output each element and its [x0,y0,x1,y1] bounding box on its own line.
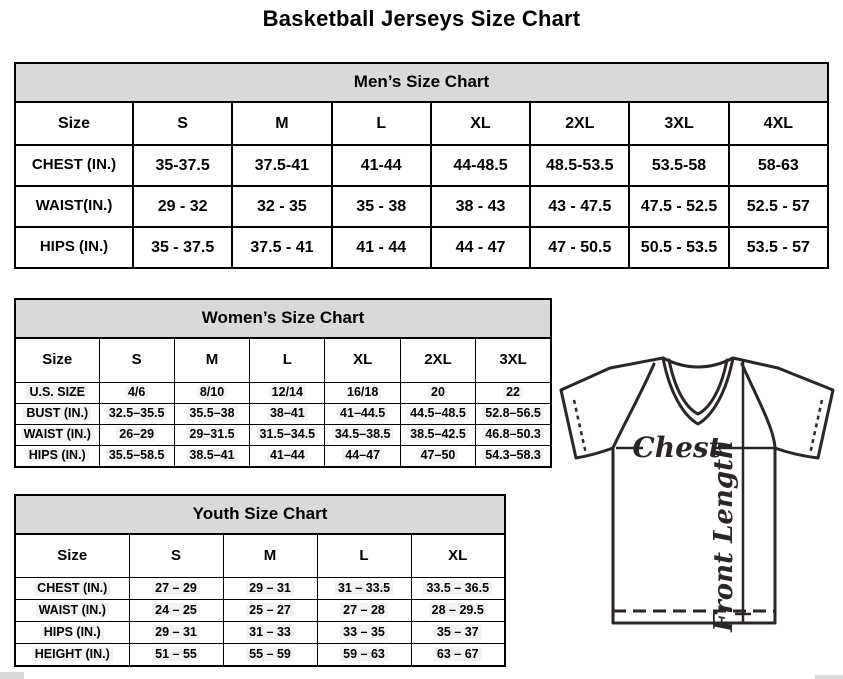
table-cell: 29 - 32 [133,186,232,227]
size-header-cell: Size [15,102,133,145]
table-cell: 16/18 [325,383,400,404]
column-header: 2XL [400,338,475,383]
table-cell: 26–29 [99,425,174,446]
collar-back-line [663,358,733,367]
table-cell: 43 - 47.5 [530,186,629,227]
womens-size-chart [14,298,552,468]
column-header: M [232,102,331,145]
table-row [15,186,828,227]
armhole-seam-right [742,364,775,448]
column-header: XL [411,534,505,578]
jersey-measurement-diagram [556,352,840,648]
row-label: WAIST (IN.) [15,425,99,446]
womens-chart-title: Women’s Size Chart [15,299,551,338]
table-row [15,338,551,383]
youth-chart-title: Youth Size Chart [15,495,505,534]
row-label: HIPS (IN.) [15,622,129,644]
table-header-bar [15,495,505,534]
table-cell: 35-37.5 [133,145,232,186]
row-label: HEIGHT (IN.) [15,644,129,667]
table-cell: 47–50 [400,446,475,468]
table-cell: 28 – 29.5 [411,600,505,622]
table-cell: 63 – 67 [411,644,505,667]
column-header: S [133,102,232,145]
table-row [15,644,505,667]
column-header: M [174,338,249,383]
table-cell: 50.5 - 53.5 [629,227,728,268]
table-row [15,600,505,622]
table-row [15,404,551,425]
table-cell: 41–44.5 [325,404,400,425]
table-row [15,102,828,145]
table-cell: 53.5-58 [629,145,728,186]
table-cell: 59 – 63 [317,644,411,667]
table-row [15,622,505,644]
column-header: XL [325,338,400,383]
table-cell: 33.5 – 36.5 [411,578,505,600]
row-label: WAIST (IN.) [15,600,129,622]
table-cell: 12/14 [250,383,325,404]
bottom-left-gray-fragment [0,672,24,679]
table-cell: 44–47 [325,446,400,468]
table-cell: 27 – 29 [129,578,223,600]
chest-measure-label: Chest [632,431,722,464]
mens-chart-title: Men’s Size Chart [15,63,828,102]
page-title: Basketball Jerseys Size Chart [262,6,581,31]
table-cell: 34.5–38.5 [325,425,400,446]
column-header: L [250,338,325,383]
row-label: HIPS (IN.) [15,446,99,468]
table-cell: 35 - 38 [332,186,431,227]
table-row [15,383,551,404]
table-cell: 38.5–41 [174,446,249,468]
table-cell: 35 – 37 [411,622,505,644]
front-length-measure-label: Front Length [709,440,739,632]
table-row [15,578,505,600]
table-cell: 52.8–56.5 [476,404,551,425]
table-cell: 25 – 27 [223,600,317,622]
bottom-right-gray-fragment [815,675,843,679]
table-cell: 54.3–58.3 [476,446,551,468]
column-header: M [223,534,317,578]
mens-size-chart [14,62,829,269]
table-header-bar [15,63,828,102]
column-header: 2XL [530,102,629,145]
table-row [15,145,828,186]
row-label: CHEST (IN.) [15,578,129,600]
table-cell: 44 - 47 [431,227,530,268]
row-label: HIPS (IN.) [15,227,133,268]
row-label: WAIST(IN.) [15,186,133,227]
table-cell: 48.5-53.5 [530,145,629,186]
youth-size-chart [14,494,506,667]
table-cell: 37.5 - 41 [232,227,331,268]
table-row [15,227,828,268]
table-cell: 22 [476,383,551,404]
column-header: S [99,338,174,383]
table-cell: 32 - 35 [232,186,331,227]
table-cell: 47.5 - 52.5 [629,186,728,227]
table-cell: 8/10 [174,383,249,404]
table-cell: 29–31.5 [174,425,249,446]
column-header: 3XL [629,102,728,145]
column-header: 4XL [729,102,828,145]
table-cell: 27 – 28 [317,600,411,622]
row-label: CHEST (IN.) [15,145,133,186]
table-cell: 31.5–34.5 [250,425,325,446]
column-header: S [129,534,223,578]
table-cell: 24 – 25 [129,600,223,622]
size-header-cell: Size [15,338,99,383]
table-cell: 46.8–50.3 [476,425,551,446]
row-label: BUST (IN.) [15,404,99,425]
table-cell: 37.5-41 [232,145,331,186]
table-cell: 44-48.5 [431,145,530,186]
table-cell: 58-63 [729,145,828,186]
table-cell: 41-44 [332,145,431,186]
table-header-bar [15,299,551,338]
jersey-outline [561,358,833,623]
table-cell: 55 – 59 [223,644,317,667]
table-cell: 35.5–38 [174,404,249,425]
table-cell: 29 – 31 [223,578,317,600]
cuff-dashed-line-left [574,400,586,454]
table-cell: 38–41 [250,404,325,425]
table-cell: 20 [400,383,475,404]
table-cell: 47 - 50.5 [530,227,629,268]
table-cell: 41–44 [250,446,325,468]
table-row [15,425,551,446]
table-cell: 35 - 37.5 [133,227,232,268]
table-cell: 38 - 43 [431,186,530,227]
table-cell: 4/6 [99,383,174,404]
column-header: L [332,102,431,145]
table-row [15,534,505,578]
row-label: U.S. SIZE [15,383,99,404]
size-header-cell: Size [15,534,129,578]
table-cell: 44.5–48.5 [400,404,475,425]
column-header: XL [431,102,530,145]
table-cell: 41 - 44 [332,227,431,268]
column-header: 3XL [476,338,551,383]
table-cell: 38.5–42.5 [400,425,475,446]
table-row [15,446,551,468]
table-cell: 53.5 - 57 [729,227,828,268]
table-cell: 51 – 55 [129,644,223,667]
table-cell: 32.5–35.5 [99,404,174,425]
table-cell: 29 – 31 [129,622,223,644]
table-cell: 35.5–58.5 [99,446,174,468]
table-cell: 33 – 35 [317,622,411,644]
table-cell: 52.5 - 57 [729,186,828,227]
table-cell: 31 – 33 [223,622,317,644]
column-header: L [317,534,411,578]
table-cell: 31 – 33.5 [317,578,411,600]
